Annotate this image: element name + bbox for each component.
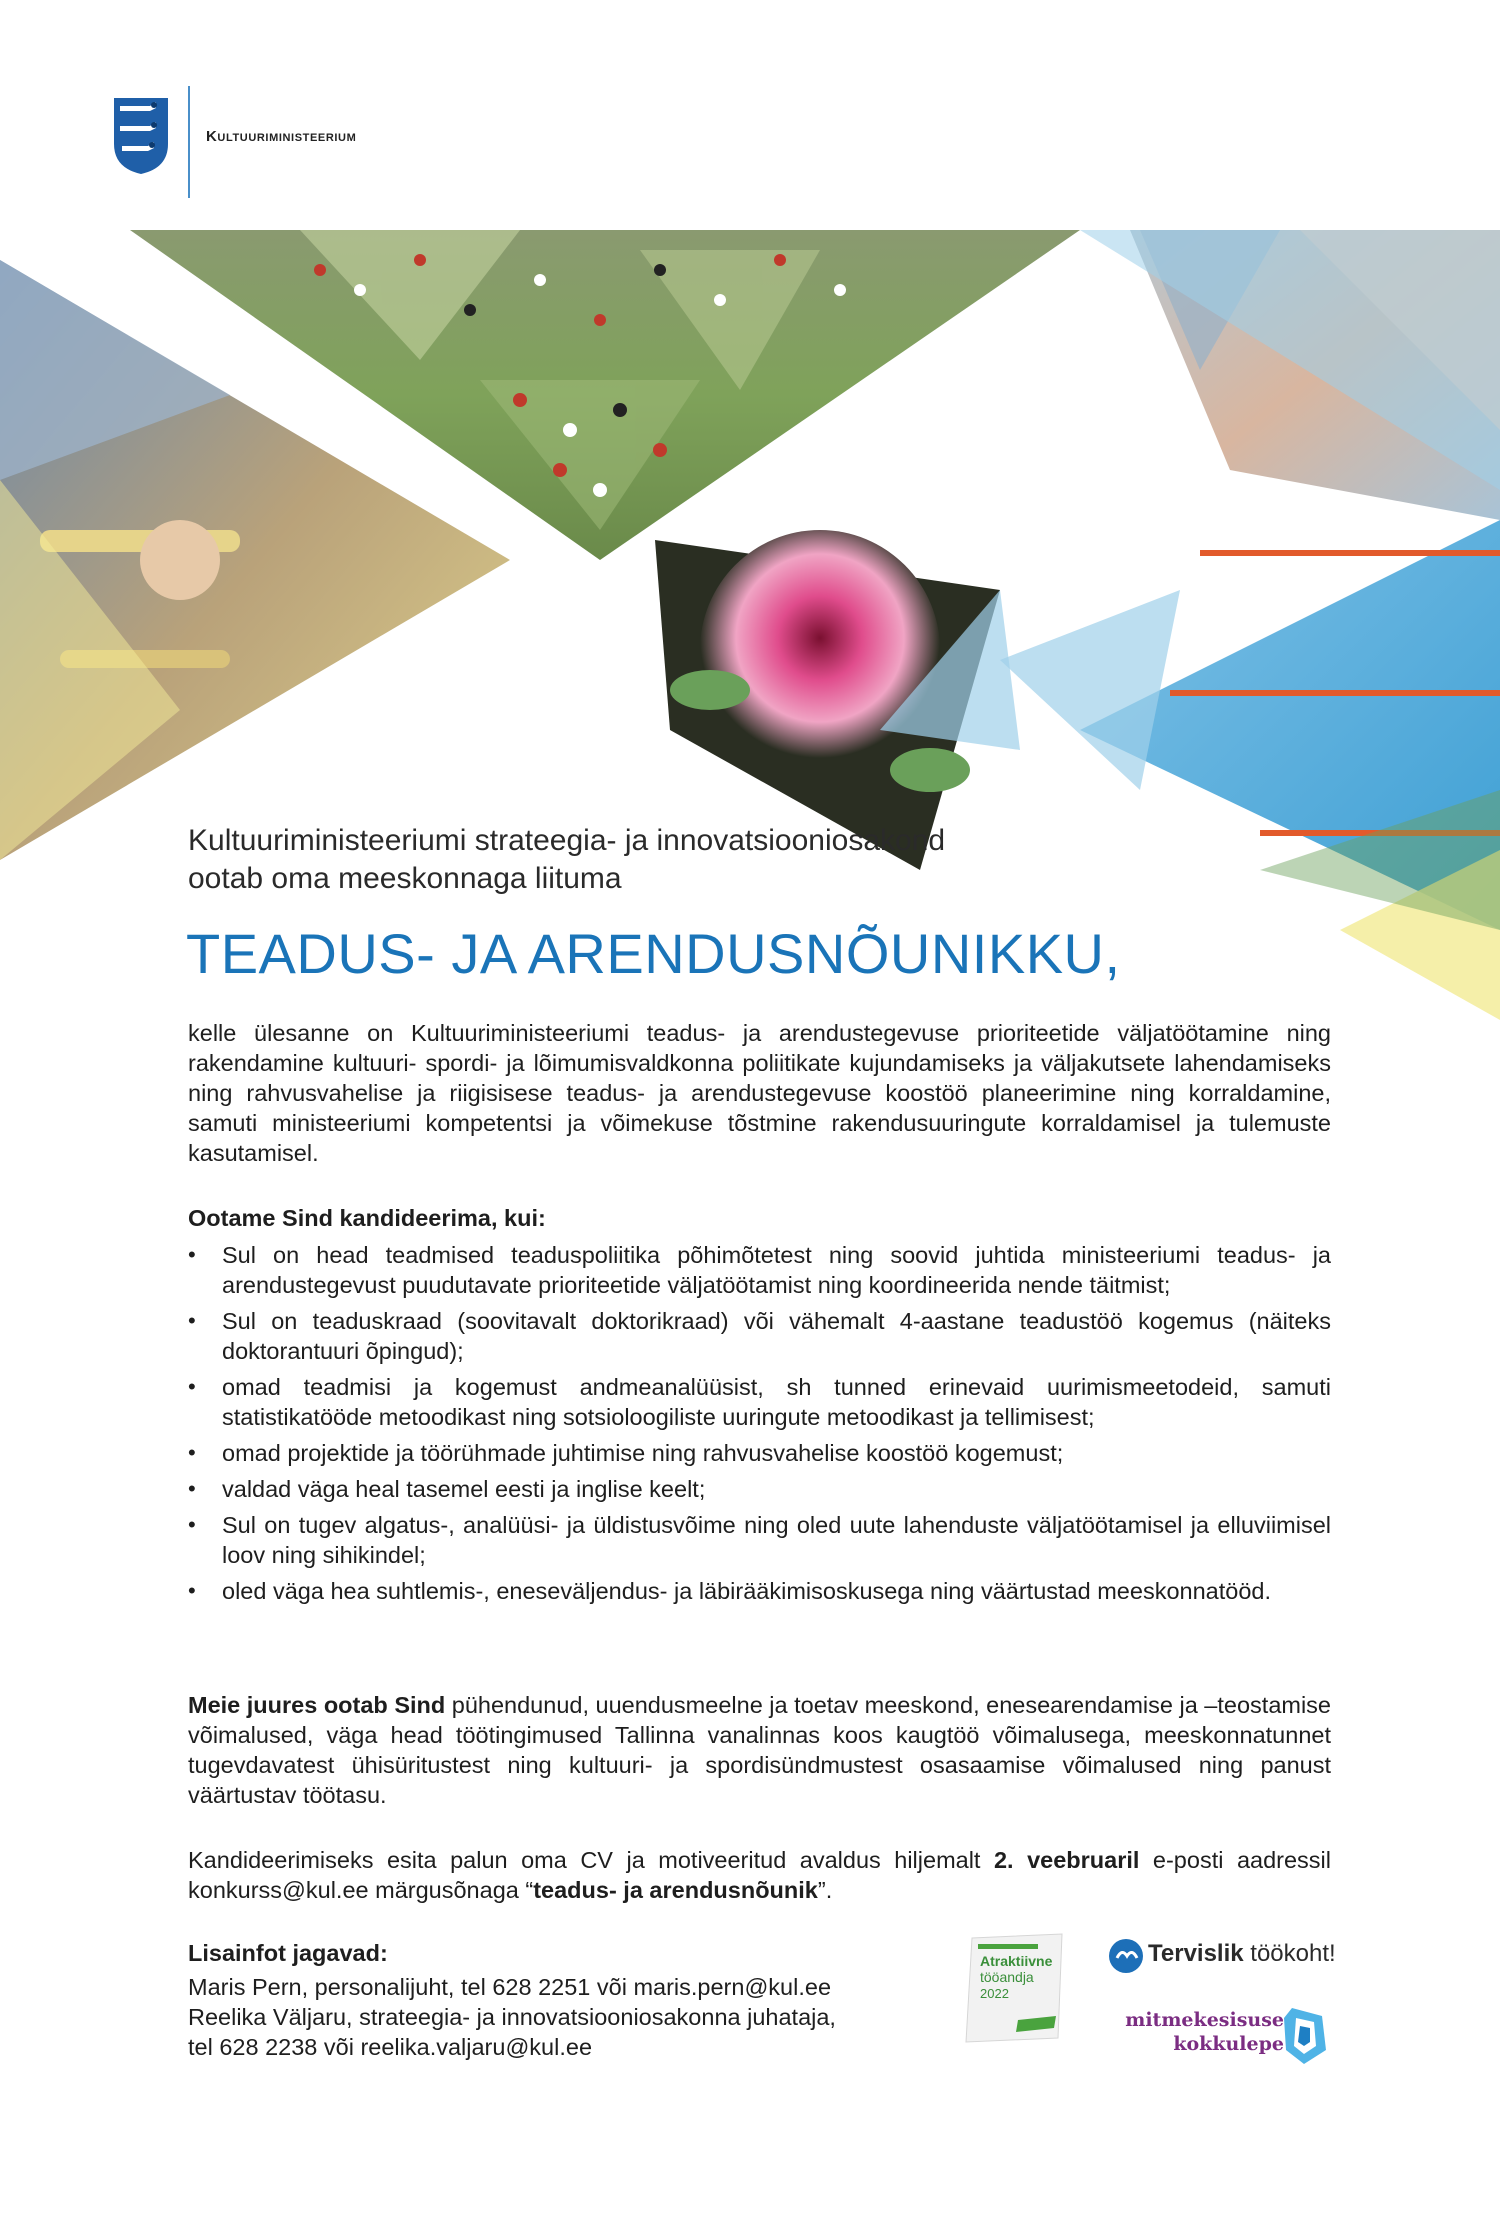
contact-line: Reelika Väljaru, strateegia- ja innovatsiooniosakonna juhataja, <box>188 2004 836 2030</box>
apply-text-1: Kandideerimiseks esita palun oma CV ja motiveeritud avaldus hiljemalt <box>188 1847 994 1873</box>
apply-deadline: 2. veebruaril <box>993 1847 1140 1873</box>
intro-line-1: Kultuuriministeeriumi strateegia- ja innovatsiooniosakond <box>188 824 946 857</box>
requirement-item: • Sul on teaduskraad (soovitavalt doktorikraad) või vähemalt 4-aastane teadustöö kogemus (näiteks doktorantuuri õpingud); <box>188 1306 1331 1366</box>
badge-line-2: tööandja <box>980 1969 1034 1985</box>
mitmekesisuse-line-2: kokkulepe <box>1173 2033 1284 2055</box>
header-divider <box>188 86 190 198</box>
hero-collage <box>0 230 1500 1020</box>
position-description: kelle ülesanne on Kultuuriministeeriumi teadus- ja arendustegevuse prioriteetide väljatöötamine ning rakendamine kultuuri- spordi- ja lõimumisvaldkonna poliitikate kujundamiseks ja väljakutsete lahendamiseks ning rahvusvahelise ja riigisisese teadus- ja arendustegevuse koostöö planeerimine ning korraldamine, samuti ministeeriumi kompetentsi ja võimekuse tõstmine rakendusuuringute korraldamisel ja tulemuste kasutamisel. <box>188 1020 1331 1166</box>
apply-keyword: teadus- ja arendusnõunik <box>533 1877 818 1903</box>
estonian-coat-of-arms-icon <box>112 96 170 176</box>
contact-line: tel 628 2238 või reelika.valjaru@kul.ee <box>188 2034 593 2060</box>
mitmekesisuse-line-1: mitmekesisuse <box>1125 2009 1284 2031</box>
badge-year: 2022 <box>980 1986 1009 2001</box>
requirement-item: • Sul on head teadmised teaduspoliitika põhimõtetest ning soovid juhtida ministeeriumi teadus- ja arendustegevust puudutavate prioriteetide väljatöötamist ning koordineerida nende täitmist; <box>188 1240 1331 1300</box>
contacts-heading: Lisainfot jagavad: <box>188 1940 388 1966</box>
offer-paragraph <box>188 1690 1331 1810</box>
position-title: TEADUS- JA ARENDUSNÕUNIKKU, <box>186 922 1121 985</box>
requirement-item: • oled väga hea suhtlemis-, eneseväljendus- ja läbirääkimisoskusega ning väärtustad meeskonnatööd. <box>188 1576 1331 1606</box>
badge-line-1: Atraktiivne <box>980 1953 1053 1969</box>
mitmekesisuse-kokkulepe-text <box>1114 2008 1284 2056</box>
contact-line: Maris Pern, personalijuht, tel 628 2251 või maris.pern@kul.ee <box>188 1974 832 2000</box>
intro-line-2: ootab oma meeskonnaga liituma <box>188 862 622 895</box>
tervislik-light: töökoht! <box>1243 1940 1336 1967</box>
requirement-item: • omad teadmisi ja kogemust andmeanalüüsist, sh tunned erinevaid uurimismeetodeid, samuti statistikatööde metoodikast ning sotsioloogiliste uuringute metoodikast ja tellimisest; <box>188 1372 1331 1432</box>
apply-text-2: e-posti aadressil konkurss@kul.ee märgusõnaga “ <box>188 1847 1331 1903</box>
application-instructions <box>188 1845 1331 1905</box>
embroidery-leaf <box>890 748 970 792</box>
apply-text-3: ”. <box>817 1877 833 1903</box>
offer-text: pühendunud, uuendusmeelne ja toetav meeskond, enesearendamise ja –teostamise võimalused, väga head töötingimused Tallinna vanalinnas koos kaugtöö võimalusega, meeskonnatunnet tugevdavatest ühisüritustest ning kultuuri- ja spordisündmustest osasaamise võimalused ning panust väärtustav töötasu. <box>188 1692 1332 1808</box>
atraktiivne-toeandja-badge <box>958 1932 1070 2044</box>
requirements-list <box>188 1240 1331 1612</box>
requirements-heading: Ootame Sind kandideerima, kui: <box>188 1205 546 1231</box>
requirement-item: • valdad väga heal tasemel eesti ja inglise keelt; <box>188 1474 1331 1504</box>
requirement-item: • Sul on tugev algatus-, analüüsi- ja üldistusvõime ning oled uute lahenduste väljatöötamisel ja elluviimisel loov ning sihikindel; <box>188 1510 1331 1570</box>
requirement-item: • omad projektide ja töörühmade juhtimise ning rahvusvahelise koostöö kogemust; <box>188 1438 1331 1468</box>
embroidery-flower <box>700 530 940 770</box>
tervislik-bold: Tervislik <box>1148 1940 1244 1967</box>
offer-lead: Meie juures ootab Sind <box>188 1692 446 1718</box>
embroidery-leaf <box>670 670 750 710</box>
ministry-name: Kultuuriministeerium <box>206 128 357 145</box>
intro-text <box>188 822 1188 898</box>
tervislik-tookoht-text <box>1148 1940 1336 1968</box>
